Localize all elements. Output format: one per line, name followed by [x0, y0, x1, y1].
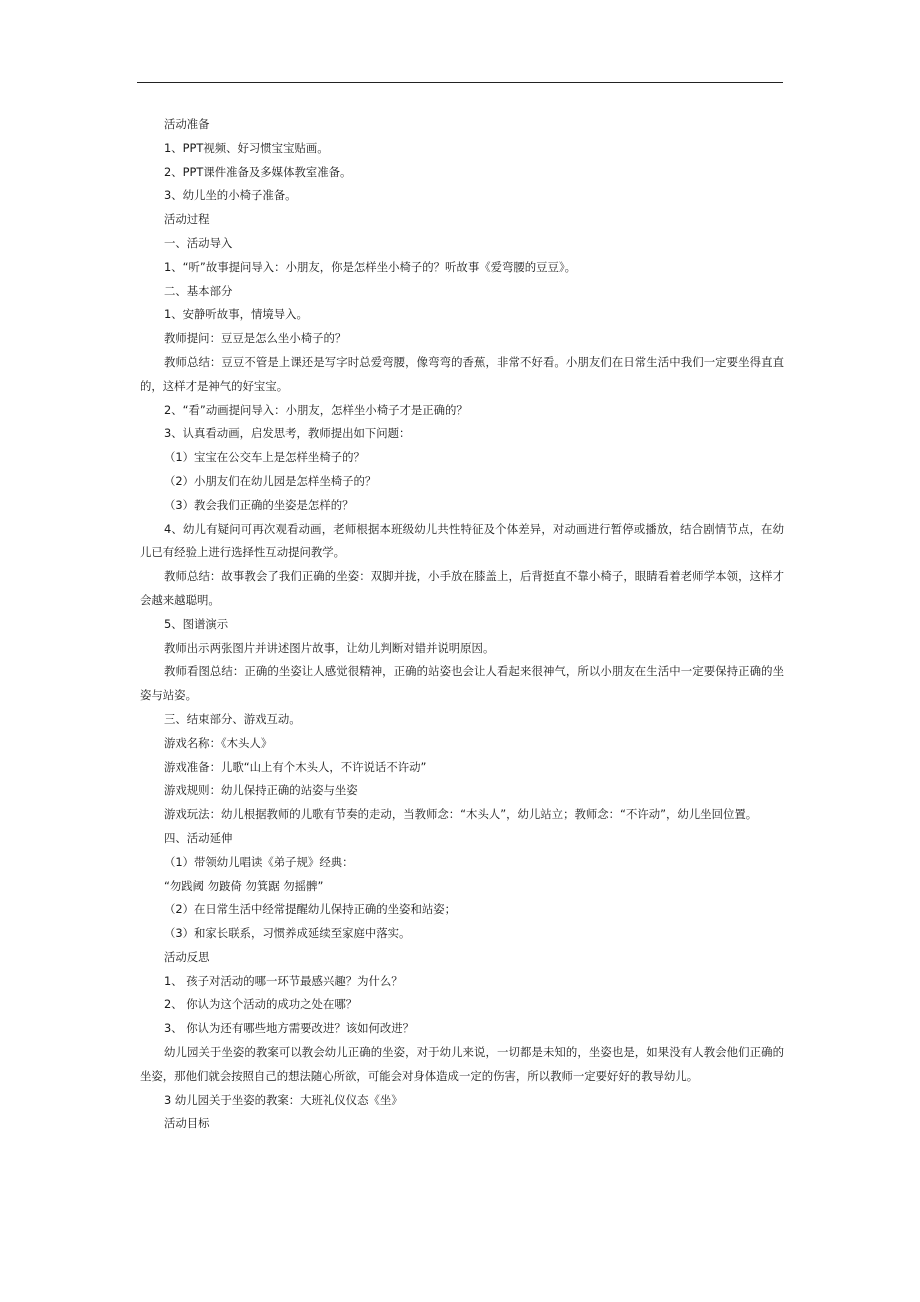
- paragraph: 1、PPT视频、好习惯宝宝贴画。: [164, 140, 329, 155]
- paragraph: （1）宝宝在公交车上是怎样坐椅子的？: [164, 450, 365, 465]
- paragraph: （2）小朋友们在幼儿园是怎样坐椅子的？: [164, 473, 377, 488]
- paragraph: 游戏准备：儿歌“山上有个木头人，不许说话不许动”: [164, 759, 427, 774]
- paragraph: 2、 你认为这个活动的成功之处在哪？: [164, 997, 358, 1012]
- paragraph: 4、幼儿有疑问可再次观看动画，老师根据本班级幼儿共性特征及个体差异，对动画进行暂停或播放，结合剧情节点，在幼儿已有经验上进行选择性互动提问教学。: [140, 521, 784, 560]
- paragraph: 教师看图总结：正确的坐姿让人感觉很精神，正确的站姿也会让人看起来很神气，所以小朋友在生活中一定要保持正确的坐姿与站姿。: [140, 664, 784, 703]
- paragraph: 幼儿园关于坐姿的教案可以教会幼儿正确的坐姿，对于幼儿来说，一切都是未知的，坐姿也是，如果没有人教会他们正确的坐姿，那他们就会按照自己的想法随心所欲，可能会对身体造成一定的伤害，所以教师一定要好好的教导幼儿。: [140, 1045, 784, 1083]
- paragraph: 游戏名称：《木头人》: [164, 735, 273, 750]
- paragraph: 游戏玩法：幼儿根据教师的儿歌有节奏的走动，当教师念：“木头人”，幼儿站立；教师念：“不许动”，幼儿坐回位置。: [164, 807, 758, 822]
- paragraph: （2）在日常生活中经常提醒幼儿保持正确的坐姿和站姿；: [164, 902, 457, 917]
- paragraph: 1、 孩子对活动的哪一环节最感兴趣？为什么？: [164, 973, 403, 988]
- paragraph: （1）带领幼儿唱读《弟子规》经典：: [164, 854, 354, 869]
- paragraph: “勿践阈 勿跛倚 勿箕踞 勿摇髀”: [164, 878, 324, 893]
- paragraph: 活动目标: [164, 1116, 210, 1131]
- paragraph: 教师总结：故事教会了我们正确的坐姿：双脚并拢，小手放在膝盖上，后背挺直不靠小椅子，眼睛看着老师学本领，这样才会越来越聪明。: [140, 569, 784, 607]
- paragraph: 游戏规则：幼儿保持正确的站姿与坐姿: [164, 783, 358, 798]
- paragraph: 3、 你认为还有哪些地方需要改进？该如何改进？: [164, 1021, 415, 1036]
- paragraph: 一、活动导入: [164, 235, 233, 250]
- paragraph: 1、“听”故事提问导入：小朋友，你是怎样坐小椅子的？听故事《爱弯腰的豆豆》。: [164, 259, 577, 274]
- paragraph: 2、PPT课件准备及多媒体教室准备。: [164, 164, 352, 179]
- paragraph: 3、幼儿坐的小椅子准备。: [164, 188, 297, 203]
- paragraph: 5、图谱演示: [164, 616, 229, 631]
- paragraph: 活动过程: [164, 212, 210, 227]
- paragraph: 活动准备: [164, 117, 210, 131]
- document-body: [140, 113, 784, 1136]
- paragraph: （3）和家长联系，习惯养成延续至家庭中落实。: [164, 926, 411, 941]
- paragraph: 四、活动延伸: [164, 830, 233, 845]
- header-rule: [137, 82, 783, 83]
- paragraph: 3、认真看动画，启发思考，教师提出如下问题：: [164, 426, 411, 441]
- paragraph: （3）教会我们正确的坐姿是怎样的？: [164, 497, 354, 512]
- paragraph: 教师总结：豆豆不管是上课还是写字时总爱弯腰，像弯弯的香蕉，非常不好看。小朋友们在日常生活中我们一定要坐得直直的，这样才是神气的好宝宝。: [140, 354, 784, 393]
- paragraph: 活动反思: [164, 949, 210, 964]
- paragraph: 2、“看”动画提问导入：小朋友，怎样坐小椅子才是正确的？: [164, 402, 468, 417]
- paragraph: 三、结束部分、游戏互动。: [164, 711, 301, 726]
- paragraph: 1、安静听故事，情境导入。: [164, 307, 308, 322]
- paragraph: 3 幼儿园关于坐姿的教案：大班礼仪仪态《坐》: [164, 1092, 403, 1107]
- paragraph: 教师提问：豆豆是怎么坐小椅子的？: [164, 331, 347, 346]
- paragraph: 二、基本部分: [164, 283, 233, 298]
- paragraph: 教师出示两张图片并讲述图片故事，让幼儿判断对错并说明原因。: [164, 640, 495, 655]
